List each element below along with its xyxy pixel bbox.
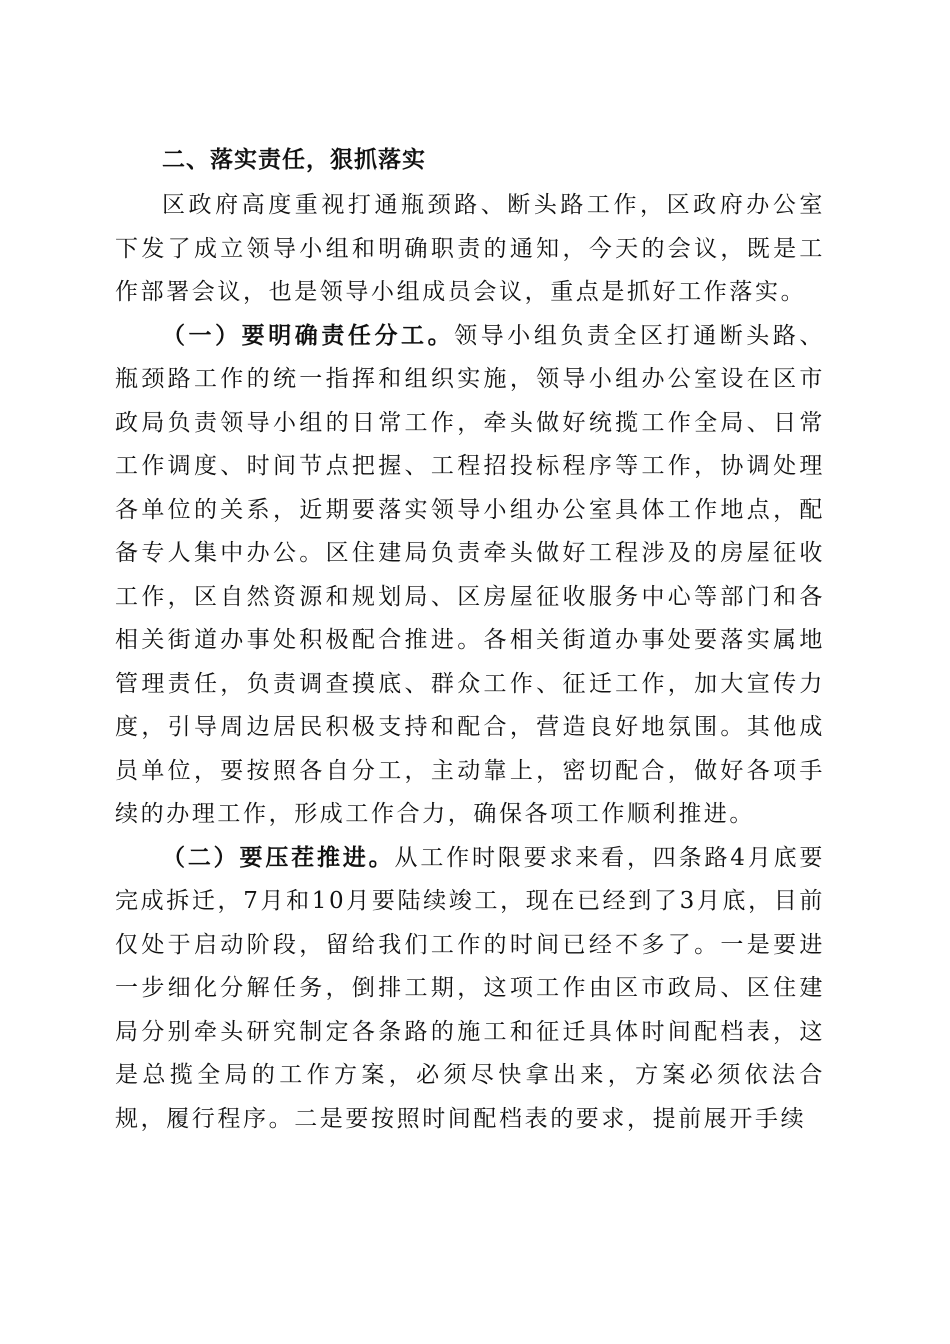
item-1-body: 领导小组负责全区打通断头路、瓶颈路工作的统一指挥和组织实施，领导小组办公室设在区市政局负责领导小组的日常工作，牵头做好统揽工作全局、日常工作调度、时间节点把握、工程招投标程序等工作，协调处理各单位的关系，近期要落实领导小组办公室具体工作地点，配备专人集中办公。区住建局负责牵头做好工程涉及的房屋征收工作，区自然资源和规划局、区房屋征收服务中心等部门和各相关街道办事处积极配合推进。各相关街道办事处要落实属地管理责任，负责调查摸底、群众工作、征迁工作，加大宣传力度，引导周边居民积极支持和配合，营造良好地氛围。其他成员单位，要按照各自分工，主动靠上，密切配合，做好各项手续的办理工作，形成工作合力，确保各项工作顺利推进。: [115, 322, 825, 827]
section-heading: 二、落实责任，狠抓落实: [162, 147, 426, 173]
intro-paragraph: 区政府高度重视打通瓶颈路、断头路工作，区政府办公室下发了成立领导小组和明确职责的通知，今天的会议，既是工作部署会议，也是领导小组成员会议，重点是抓好工作落实。: [115, 192, 825, 305]
item-2-body: 从工作时限要求来看，四条路4月底要完成拆迁，7月和10月要陆续竣工，现在已经到了3月底，目前仅处于启动阶段，留给我们工作的时间已经不多了。一是要进一步细化分解任务，倒排工期，这项工作由区市政局、区住建局分别牵头研究制定各条路的施工和征迁具体时间配档表，这是总揽全局的工作方案，必须尽快拿出来，方案必须依法合规，履行程序。二是要按照时间配档表的要求，提前展开手续: [115, 844, 825, 1132]
item-1-paragraph: [115, 315, 825, 837]
item-1-lead: （一）要明确责任分工。: [162, 322, 455, 349]
document-body: [115, 137, 825, 1141]
item-2-paragraph: [115, 837, 825, 1142]
item-2-lead: （二）要压茬推进。: [162, 844, 395, 871]
